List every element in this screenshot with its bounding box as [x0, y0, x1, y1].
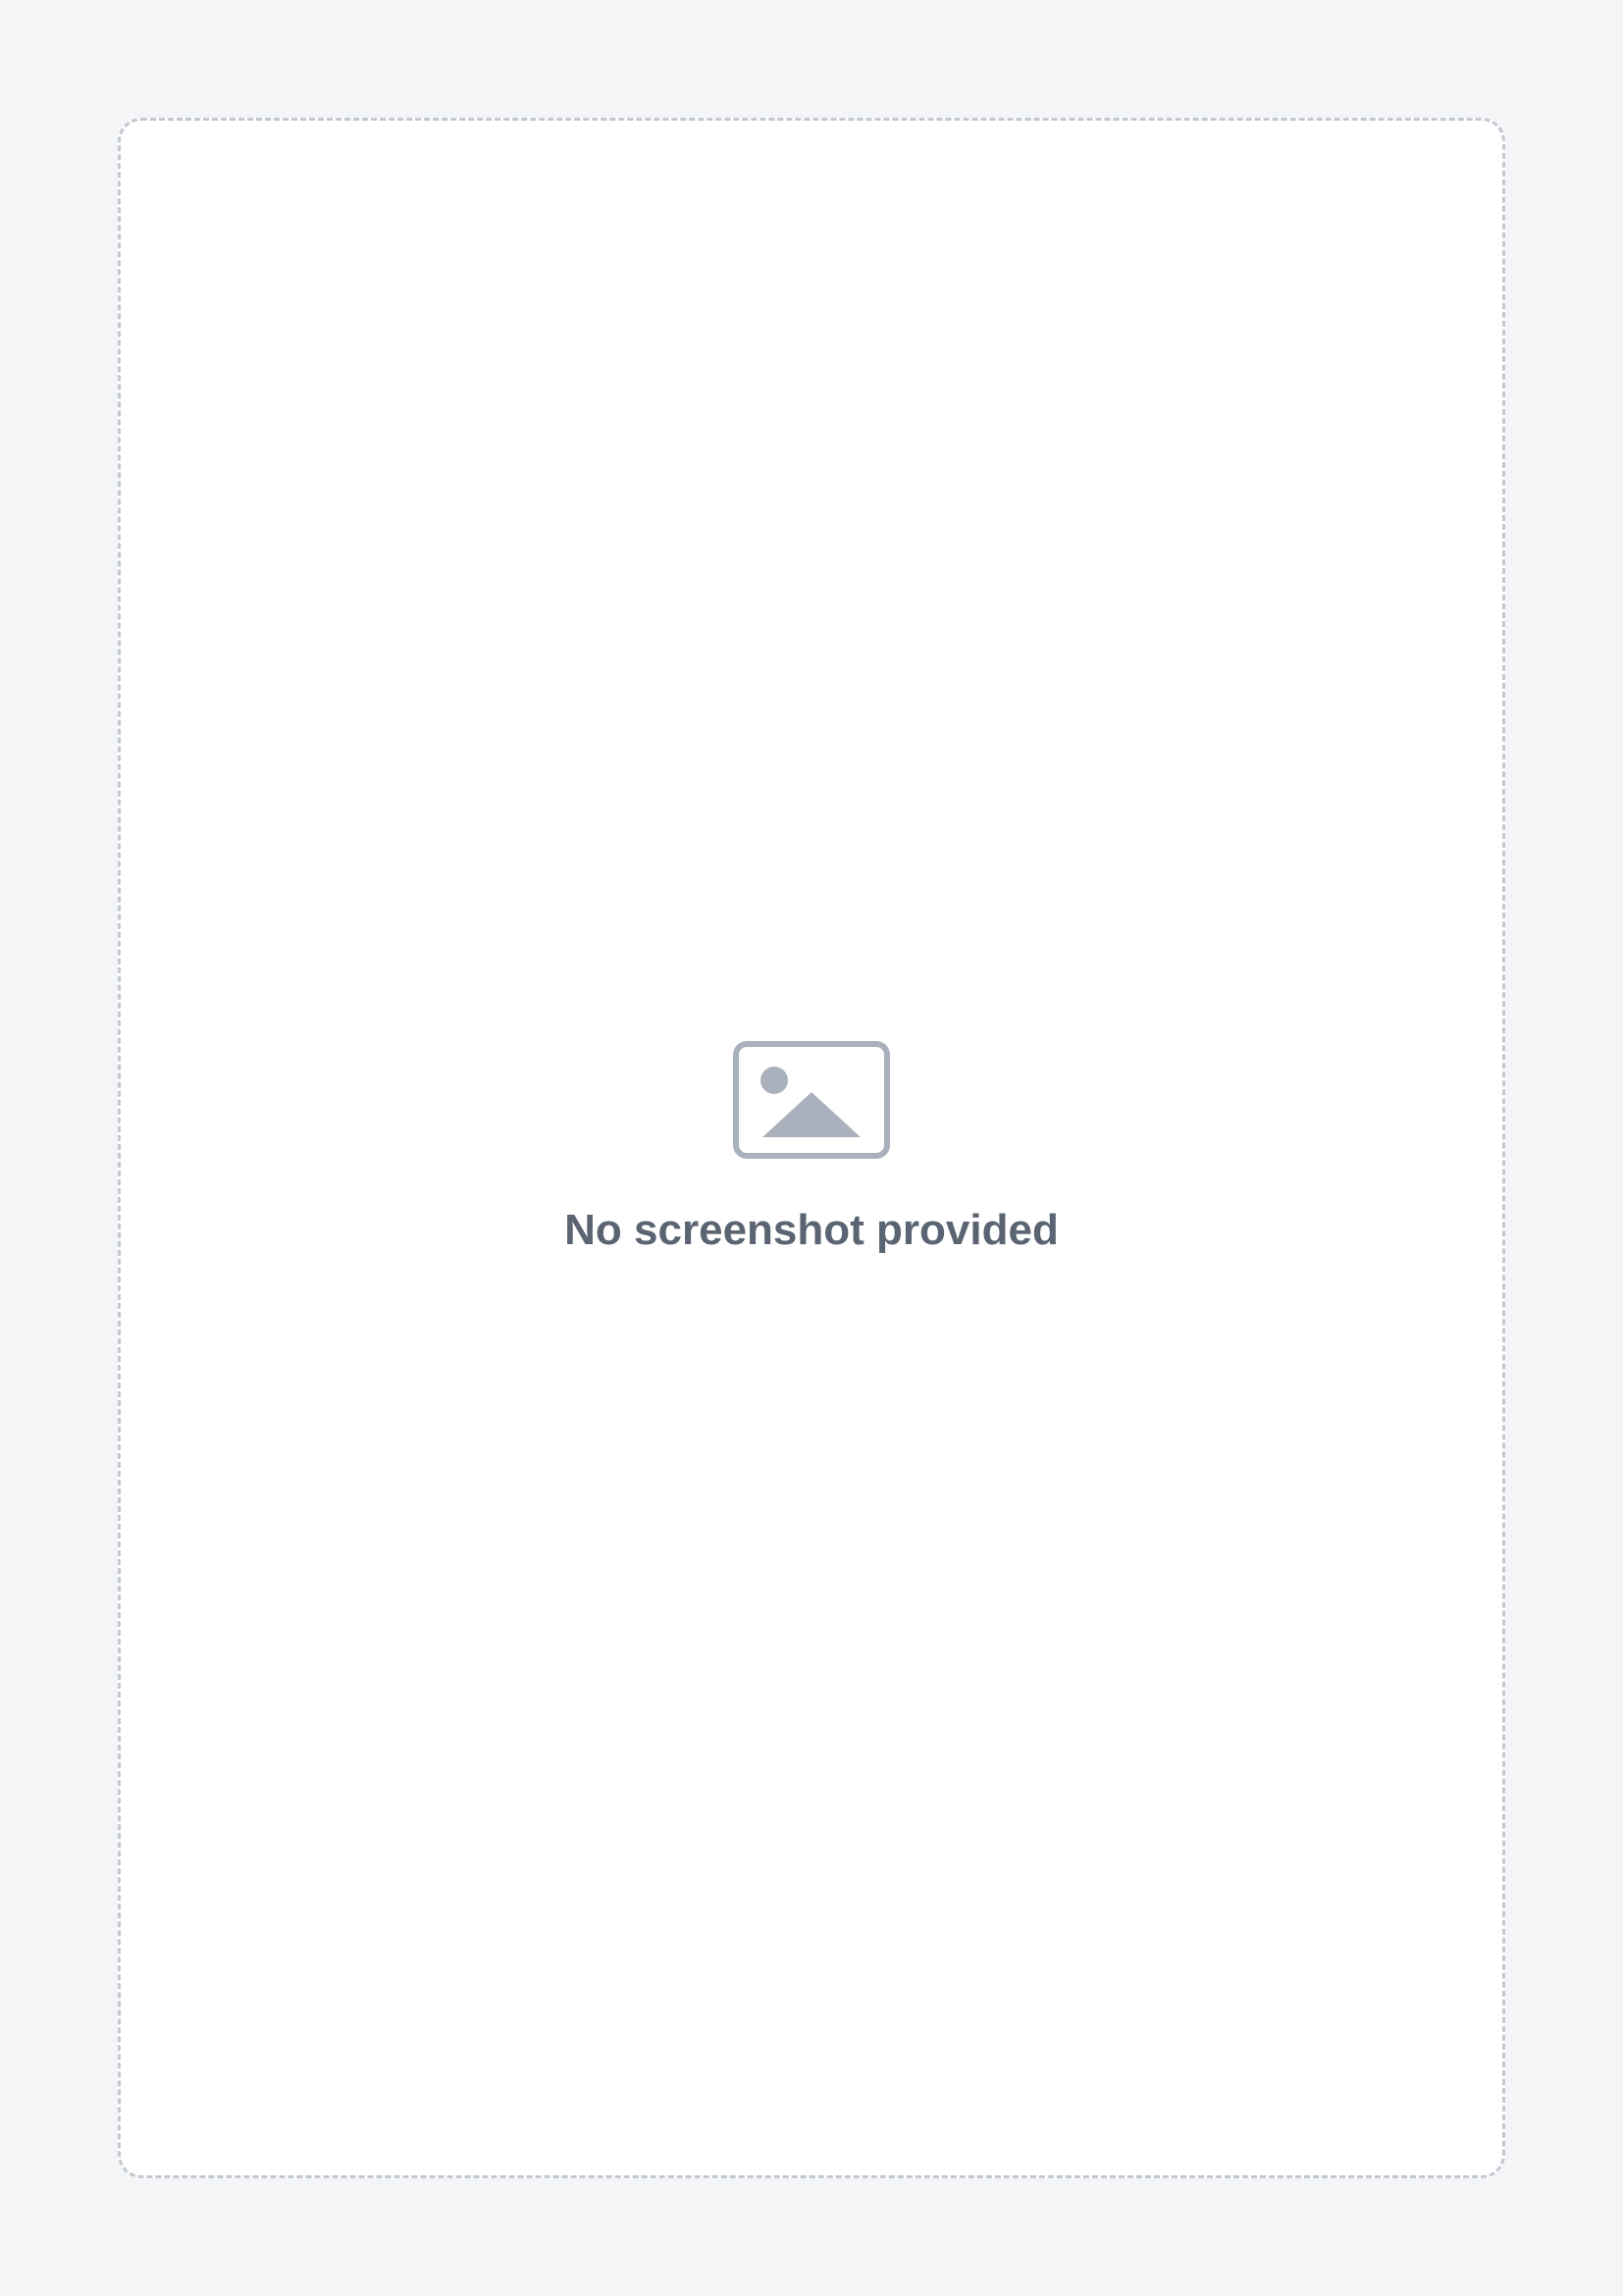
image-placeholder-icon: [733, 1041, 890, 1159]
placeholder-panel: [118, 118, 1505, 2178]
placeholder-title: No screenshot provided: [564, 1206, 1059, 1254]
